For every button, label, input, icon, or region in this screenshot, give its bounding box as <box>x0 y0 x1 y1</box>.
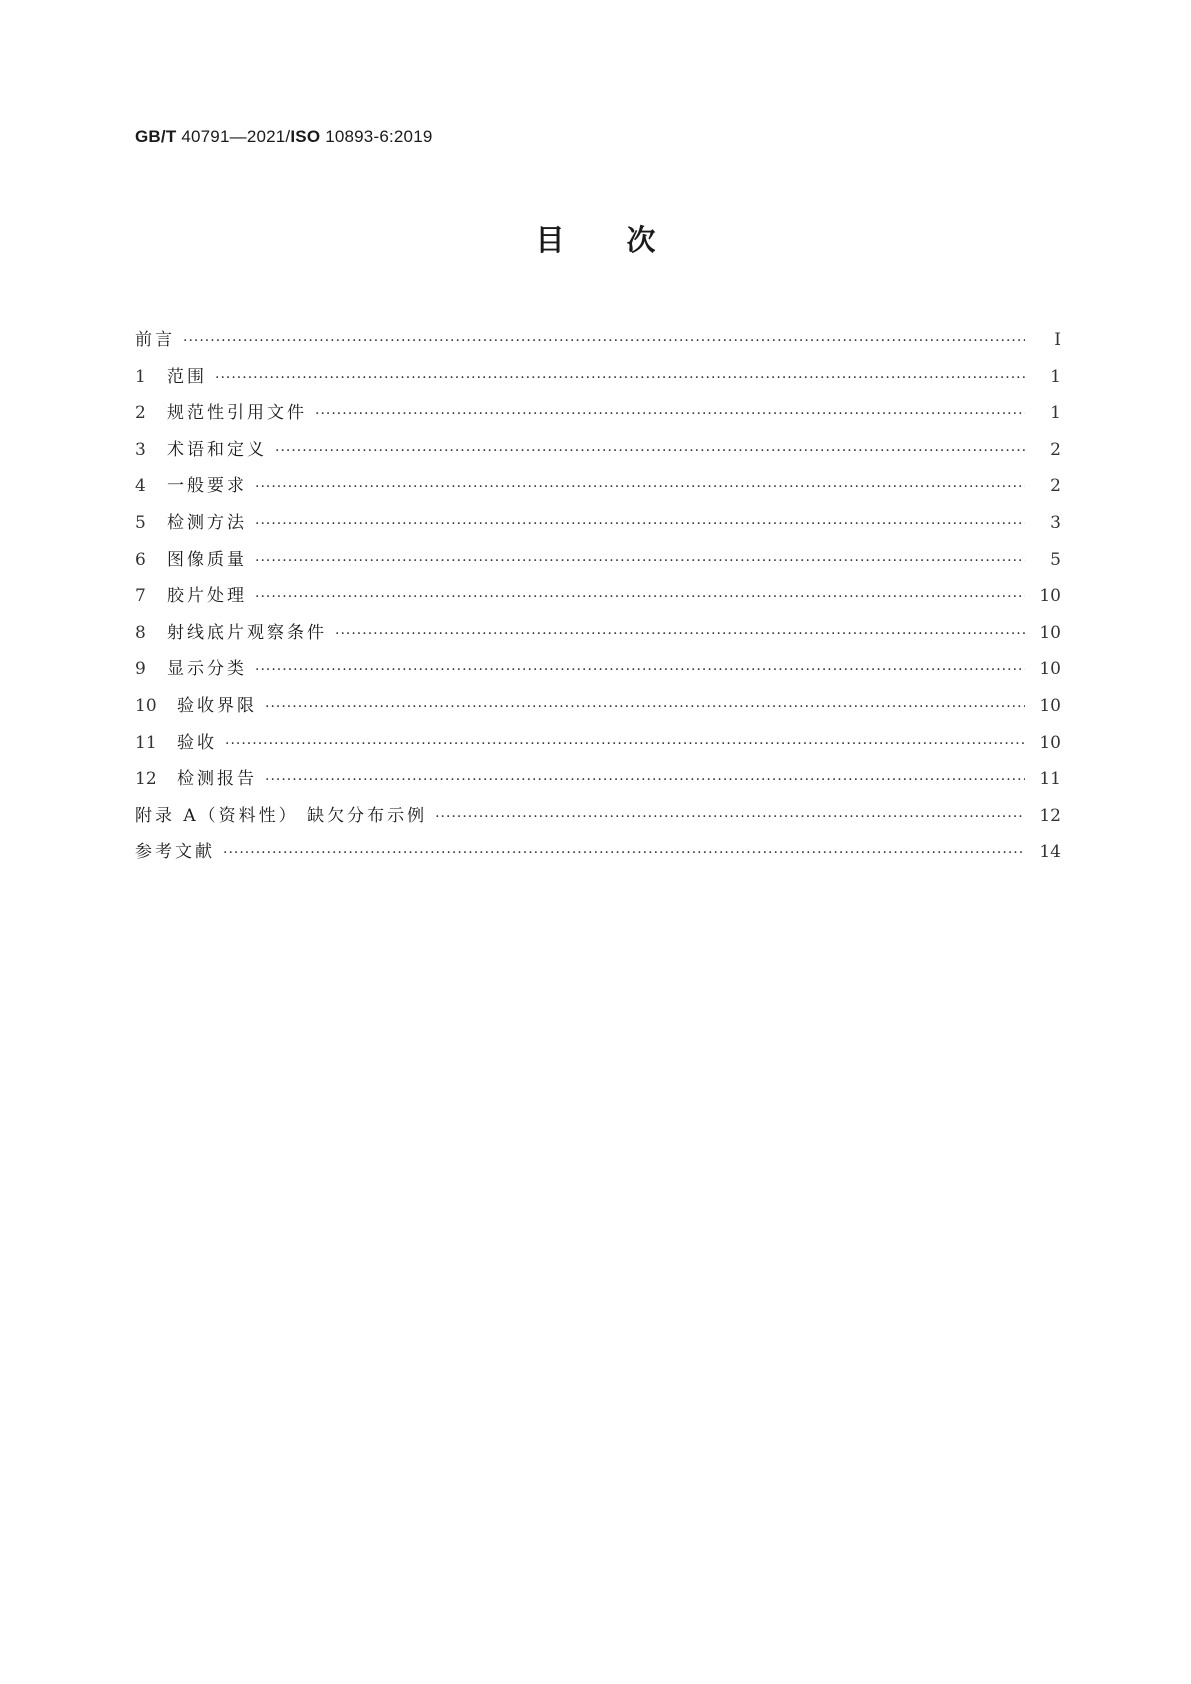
toc-entry-4[interactable] <box>135 468 1061 505</box>
code-prefix: GB/T <box>135 127 177 146</box>
toc-entry-1[interactable] <box>135 359 1061 396</box>
toc-entry-5[interactable] <box>135 505 1061 542</box>
toc-page-number: 1 <box>1050 403 1061 424</box>
toc-label: 验收界限 <box>177 695 257 716</box>
toc-leader <box>225 726 1025 763</box>
toc-entry-annex-a[interactable] <box>135 798 1061 835</box>
toc-entry-3[interactable] <box>135 432 1061 469</box>
toc-page-number: 2 <box>1050 439 1061 460</box>
toc-label: 检测方法 <box>167 512 247 533</box>
code-number: 40791—2021/ <box>176 127 291 146</box>
toc-leader <box>315 396 1025 433</box>
toc-label: 验收 <box>177 732 217 753</box>
toc-leader <box>255 506 1025 543</box>
toc-page-number: 12 <box>1039 805 1061 826</box>
toc-label: 规范性引用文件 <box>167 403 307 424</box>
toc-entry-foreword[interactable] <box>135 322 1061 359</box>
toc-page-number: 1 <box>1050 366 1061 387</box>
toc-leader <box>215 360 1025 397</box>
toc-number: 10 <box>135 695 157 716</box>
toc-number: 3 <box>135 439 146 460</box>
toc-page-number: 3 <box>1050 512 1061 533</box>
toc-page-number: 10 <box>1039 622 1061 643</box>
toc-label: 附录 A（资料性） 缺欠分布示例 <box>135 805 428 826</box>
toc-leader <box>335 616 1025 653</box>
toc-page-number: 14 <box>1039 842 1061 863</box>
toc-label: 范围 <box>167 366 207 387</box>
toc-entry-bibliography[interactable] <box>135 834 1061 871</box>
toc-page-number: 10 <box>1039 586 1061 607</box>
toc-number: 8 <box>135 622 146 643</box>
toc-entry-12[interactable] <box>135 761 1061 798</box>
toc-leader <box>435 799 1025 836</box>
toc-leader <box>265 762 1025 799</box>
code-iso-number: 10893-6:2019 <box>320 127 433 146</box>
toc-label: 检测报告 <box>177 769 257 790</box>
document-code <box>135 127 433 147</box>
toc-number: 7 <box>135 586 146 607</box>
toc-entry-2[interactable] <box>135 395 1061 432</box>
toc-page-number: 11 <box>1039 769 1061 790</box>
code-iso: ISO <box>290 127 321 146</box>
toc-number: 11 <box>135 732 157 753</box>
toc-label: 参考文献 <box>135 842 215 863</box>
toc-entry-7[interactable] <box>135 578 1061 615</box>
toc-page-number: 10 <box>1039 732 1061 753</box>
toc-entry-10[interactable] <box>135 688 1061 725</box>
toc-number: 4 <box>135 476 146 497</box>
toc-leader <box>255 469 1025 506</box>
toc-leader <box>255 543 1025 580</box>
toc-number: 12 <box>135 769 157 790</box>
toc-entry-6[interactable] <box>135 542 1061 579</box>
toc-label: 射线底片观察条件 <box>167 622 327 643</box>
toc-title: 目次 <box>535 223 718 257</box>
toc-label: 显示分类 <box>167 659 247 680</box>
toc-page-number: 5 <box>1050 549 1061 570</box>
toc-number: 6 <box>135 549 146 570</box>
toc-number: 1 <box>135 366 146 387</box>
toc-label: 胶片处理 <box>167 586 247 607</box>
toc-entry-11[interactable] <box>135 725 1061 762</box>
toc-leader <box>255 579 1025 616</box>
toc-page-number: 10 <box>1039 695 1061 716</box>
toc-number: 2 <box>135 403 146 424</box>
toc-label: 一般要求 <box>167 476 247 497</box>
toc-leader <box>183 323 1025 360</box>
toc-entry-8[interactable] <box>135 615 1061 652</box>
table-of-contents <box>135 322 1061 871</box>
toc-label: 术语和定义 <box>167 439 267 460</box>
toc-leader <box>265 689 1025 726</box>
toc-leader <box>255 652 1025 689</box>
toc-page-number: 2 <box>1050 476 1061 497</box>
toc-leader <box>223 835 1025 872</box>
toc-entry-9[interactable] <box>135 651 1061 688</box>
toc-label: 前言 <box>135 330 175 350</box>
toc-label: 图像质量 <box>167 549 247 570</box>
toc-leader <box>275 433 1025 470</box>
toc-number: 5 <box>135 512 146 533</box>
toc-page-number: 10 <box>1039 659 1061 680</box>
toc-number: 9 <box>135 659 146 680</box>
toc-page-number: Ⅰ <box>1054 330 1061 350</box>
